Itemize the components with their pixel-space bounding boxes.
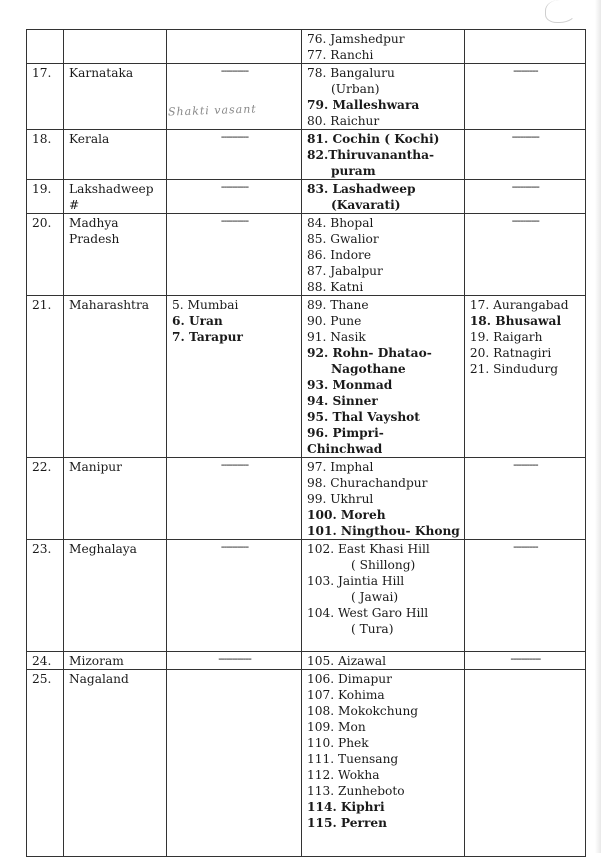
serial-number-cell [27, 458, 64, 540]
table-row [27, 540, 586, 652]
column-5-cell [464, 540, 585, 652]
column-3-cell [167, 652, 302, 670]
column-5-cell [464, 458, 585, 540]
list-entry: (Kavarati) [331, 198, 401, 212]
state-name-cell [64, 180, 167, 214]
list-entry: 98. Churachandpur [307, 476, 428, 490]
table-row [27, 458, 586, 540]
state-name: Karnataka [69, 66, 134, 80]
list-entry: ( Tura) [351, 622, 394, 636]
serial-number: 21. [32, 298, 52, 312]
list-entry: 5. Mumbai [172, 298, 239, 312]
column-4-cell [302, 540, 465, 652]
list-entry: 111. Tuensang [307, 752, 399, 766]
empty-dash: --------- [513, 64, 538, 77]
state-name-cell [64, 540, 167, 652]
column-4-cell [302, 670, 465, 857]
list-entry: 21. Sindudurg [469, 362, 559, 376]
state-name-cell [64, 652, 167, 670]
list-entry: 82.Thiruvanantha- [307, 148, 435, 162]
list-entry: 114. Kiphri [307, 800, 385, 814]
state-name: Nagaland [69, 672, 129, 686]
column-3-cell [167, 296, 302, 458]
empty-dash: ---------- [511, 180, 539, 193]
serial-number: 25. [32, 672, 52, 686]
list-entry: 18. Bhusawal [469, 314, 562, 328]
list-entry: 106. Dimapur [307, 672, 392, 686]
serial-number: 23. [32, 542, 52, 556]
state-name-cell [64, 64, 167, 130]
column-5-cell [464, 214, 585, 296]
serial-number-cell [27, 296, 64, 458]
list-entry: 113. Zunheboto [307, 784, 405, 798]
list-entry: 19. Raigarh [469, 330, 543, 344]
list-entry: 83. Lashadweep [307, 182, 416, 196]
list-entry: 96. Pimpri- [307, 426, 384, 440]
list-entry: 85. Gwalior [307, 232, 379, 246]
list-entry: 84. Bhopal [307, 216, 374, 230]
list-entry: 87. Jabalpur [307, 264, 383, 278]
list-entry: 110. Phek [307, 736, 369, 750]
list-entry: 101. Ningthou- Khong [307, 524, 460, 538]
list-entry: 102. East Khasi Hill [307, 542, 430, 556]
column-4-cell [302, 64, 465, 130]
empty-dash: ----------- [510, 652, 541, 665]
list-entry: 81. Cochin ( Kochi) [307, 132, 440, 146]
list-entry: 108. Mokokchung [307, 704, 419, 718]
list-entry: 6. Uran [172, 314, 223, 328]
serial-number: 19. [32, 182, 52, 196]
list-entry: 105. Aizawal [307, 654, 386, 668]
column-4-cell [302, 180, 465, 214]
state-name-cell [64, 130, 167, 180]
list-entry: 86. Indore [307, 248, 372, 262]
table-row [27, 652, 586, 670]
list-entry: 115. Perren [307, 816, 387, 830]
page-edge-shadow [595, 0, 601, 853]
column-5-cell [464, 130, 585, 180]
column-3-cell [167, 130, 302, 180]
column-5-cell [464, 30, 585, 64]
list-entry: 76. Jamshedpur [307, 32, 405, 46]
state-name: Meghalaya [69, 542, 137, 556]
list-entry: 7. Tarapur [172, 330, 243, 344]
column-3-cell [167, 670, 302, 857]
column-4-cell [302, 458, 465, 540]
list-entry: (Urban) [331, 82, 380, 96]
column-3-cell [167, 64, 302, 130]
list-entry: 93. Monmad [307, 378, 393, 392]
column-5-cell [464, 670, 585, 857]
column-3-cell [167, 540, 302, 652]
table-row [27, 214, 586, 296]
list-entry: ( Jawai) [351, 590, 399, 604]
handwritten-corner-mark [545, 0, 577, 23]
state-district-table [26, 29, 586, 857]
list-entry: 89. Thane [307, 298, 369, 312]
column-5-cell [464, 296, 585, 458]
column-4-cell [302, 30, 465, 64]
list-entry: 78. Bangaluru [307, 66, 395, 80]
table-row [27, 130, 586, 180]
list-entry: 80. Raichur [307, 114, 380, 128]
table-row [27, 180, 586, 214]
serial-number-cell [27, 180, 64, 214]
list-entry: 79. Malleshwara [307, 98, 420, 112]
serial-number-cell [27, 30, 64, 64]
empty-dash: ---------- [511, 130, 539, 143]
state-name-cell [64, 296, 167, 458]
serial-number-cell [27, 540, 64, 652]
state-name-cell [64, 30, 167, 64]
table-row [27, 296, 586, 458]
list-entry: 99. Ukhrul [307, 492, 374, 506]
empty-dash: ---------- [220, 180, 249, 193]
list-entry: ( Shillong) [351, 558, 416, 572]
state-name: Lakshadweep # [69, 182, 154, 212]
list-entry: 100. Moreh [307, 508, 386, 522]
list-entry: 20. Ratnagiri [469, 346, 552, 360]
serial-number-cell [27, 130, 64, 180]
state-name: Kerala [69, 132, 110, 146]
column-3-cell [167, 180, 302, 214]
list-entry: 94. Sinner [307, 394, 378, 408]
empty-dash: --------- [513, 458, 538, 471]
column-4-cell [302, 652, 465, 670]
empty-dash: ---------- [220, 130, 249, 143]
column-5-cell [464, 64, 585, 130]
table-row [27, 64, 586, 130]
list-entry: 104. West Garo Hill [307, 606, 429, 620]
list-entry: 103. Jaintia Hill [307, 574, 405, 588]
serial-number-cell [27, 670, 64, 857]
list-entry: 97. Imphal [307, 460, 374, 474]
list-entry: 17. Aurangabad [469, 298, 569, 312]
serial-number-cell [27, 214, 64, 296]
list-entry: 109. Mon [307, 720, 366, 734]
state-name: Maharashtra [69, 298, 150, 312]
list-entry: puram [331, 164, 376, 178]
column-4-cell [302, 296, 465, 458]
empty-dash: ---------- [220, 64, 249, 77]
empty-dash: ---------- [220, 214, 249, 227]
table-row [27, 30, 586, 64]
serial-number-cell [27, 64, 64, 130]
empty-dash: ---------- [220, 540, 249, 553]
state-name-cell [64, 670, 167, 857]
handwritten-note: Shakti vasant [167, 102, 257, 119]
column-5-cell [464, 652, 585, 670]
state-name: Manipur [69, 460, 122, 474]
list-entry: 107. Kohima [307, 688, 385, 702]
table-row [27, 670, 586, 857]
state-name: Mizoram [69, 654, 124, 668]
list-entry: 77. Ranchi [307, 48, 374, 62]
list-entry: Nagothane [331, 362, 406, 376]
column-5-cell [464, 180, 585, 214]
list-entry: 112. Wokha [307, 768, 380, 782]
list-entry: 95. Thal Vayshot [307, 410, 420, 424]
state-name-cell [64, 214, 167, 296]
list-entry: 92. Rohn- Dhatao- [307, 346, 432, 360]
state-name: Madhya Pradesh [69, 216, 120, 246]
serial-number: 22. [32, 460, 52, 474]
list-entry: 91. Nasik [307, 330, 366, 344]
column-3-cell [167, 458, 302, 540]
state-name-cell [64, 458, 167, 540]
column-4-cell [302, 130, 465, 180]
serial-number: 17. [32, 66, 52, 80]
list-entry: 90. Pune [307, 314, 362, 328]
serial-number: 20. [32, 216, 52, 230]
empty-dash: ------------ [218, 652, 251, 665]
empty-dash: --------- [513, 540, 538, 553]
serial-number: 24. [32, 654, 52, 668]
list-entry: 88. Katni [307, 280, 364, 294]
list-entry: Chinchwad [307, 442, 383, 456]
column-3-cell [167, 214, 302, 296]
empty-dash: ---------- [220, 458, 249, 471]
empty-dash: ---------- [511, 214, 539, 227]
serial-number-cell [27, 652, 64, 670]
column-3-cell [167, 30, 302, 64]
serial-number: 18. [32, 132, 52, 146]
column-4-cell [302, 214, 465, 296]
